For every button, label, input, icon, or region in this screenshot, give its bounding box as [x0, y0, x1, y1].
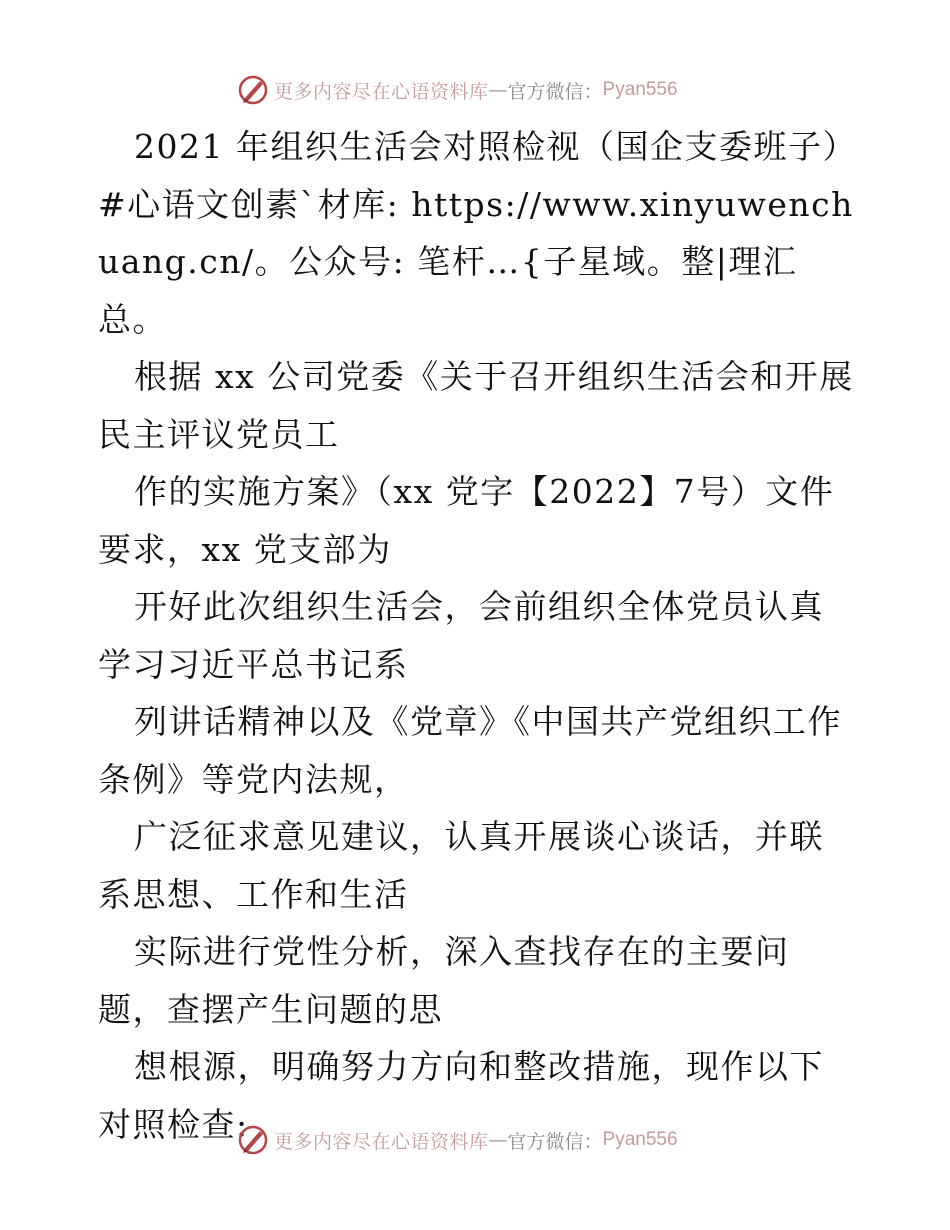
watermark-separator: — — [488, 79, 508, 101]
paragraph: 根据 xx 公司党委《关于召开组织生活会和开展民主评议党员工 — [98, 357, 854, 454]
paragraph: 想根源，明确努力方向和整改措施，现作以下对照检查: — [98, 1047, 824, 1144]
watermark-brand: 更多内容尽在心语资料库 — [274, 80, 489, 103]
header-watermark — [236, 72, 678, 108]
pen-logo-icon — [236, 73, 270, 107]
footer-watermark — [236, 1122, 678, 1158]
paragraph-title: 2021 年组织生活会对照检视（国企支委班子）#心语文创素`材库: https://www.xinyuwenchuang.cn/。公众号: 笔杆…{子星域。整|理汇总。 — [98, 127, 857, 339]
document-body — [98, 118, 858, 1153]
watermark-wechat-id: Pyan556 — [602, 79, 678, 100]
watermark-separator: — — [488, 1129, 508, 1151]
paragraph: 列讲话精神以及《党章》《中国共产党组织工作条例》等党内法规， — [98, 702, 842, 799]
watermark-label: 官方微信： — [507, 1130, 603, 1153]
pen-logo-icon — [236, 1123, 270, 1157]
watermark-label: 官方微信： — [507, 80, 603, 103]
paragraph: 作的实施方案》（xx 党字【2022】7号）文件要求，xx 党支部为 — [98, 472, 835, 569]
watermark-brand: 更多内容尽在心语资料库 — [274, 1130, 489, 1153]
paragraph: 开好此次组织生活会，会前组织全体党员认真学习习近平总书记系 — [98, 587, 824, 684]
watermark-wechat-id: Pyan556 — [602, 1129, 678, 1150]
paragraph: 广泛征求意见建议，认真开展谈心谈话，并联系思想、工作和生活 — [98, 817, 824, 914]
paragraph: 实际进行党性分析，深入查找存在的主要问题，查摆产生问题的思 — [98, 932, 790, 1029]
